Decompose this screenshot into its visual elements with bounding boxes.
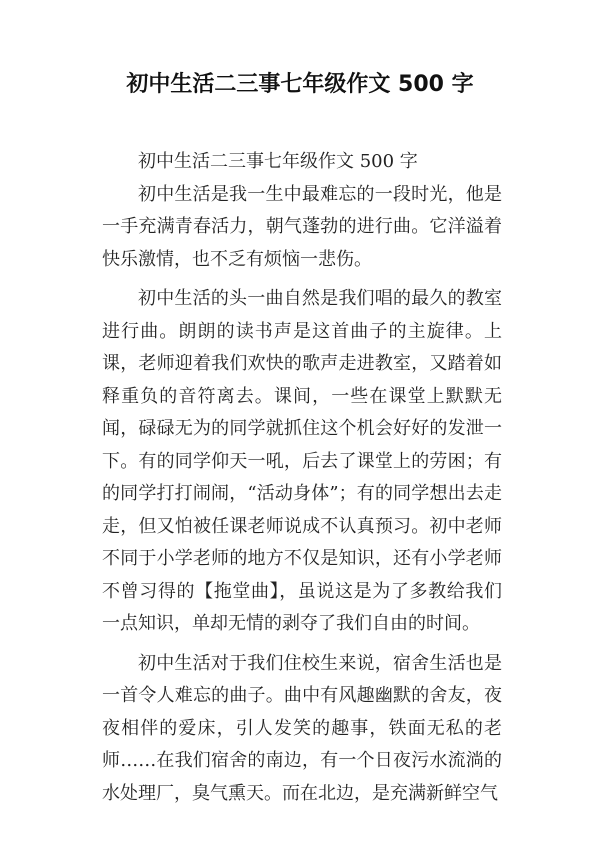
paragraph-intro: 初中生活是我一生中最难忘的一段时光，他是一手充满青春活力，朝气蓬勃的进行曲。它洋溢着快乐激情，也不乏有烦恼一悲伤。 — [102, 183, 502, 270]
document-title: 初中生活二三事七年级作文 500 字 — [126, 72, 474, 97]
document-body — [102, 146, 502, 810]
paragraph-dormitory: 初中生活对于我们住校生来说，宿舍生活也是一首令人难忘的曲子。曲中有风趣幽默的舍友，夜夜相伴的爱床，引人发笑的趣事，铁面无私的老师……在我们宿舍的南边，有一个日夜污水流淌的水处理厂，臭气熏天。而在北边，是充满新鲜空气 — [102, 652, 502, 804]
paragraph-classroom: 初中生活的头一曲自然是我们唱的最久的教室进行曲。朗朗的读书声是这首曲子的主旋律。上课，老师迎着我们欢快的歌声走进教室，又踏着如释重负的音符离去。课间，一些在课堂上默默无闻，碌碌无为的同学就抓住这个机会好好的发泄一下。有的同学仰天一吼，后去了课堂上的劳困；有的同学打打闹闹，“活动身体”；有的同学想出去走走，但又怕被任课老师说成不认真预习。初中老师不同于小学老师的地方不仅是知识，还有小学老师不曾习得的【拖堂曲】，虽说这是为了多教给我们一点知识，单却无情的剥夺了我们自由的时间。 — [102, 288, 502, 634]
paragraph-subtitle: 初中生活二三事七年级作文 500 字 — [138, 151, 418, 172]
